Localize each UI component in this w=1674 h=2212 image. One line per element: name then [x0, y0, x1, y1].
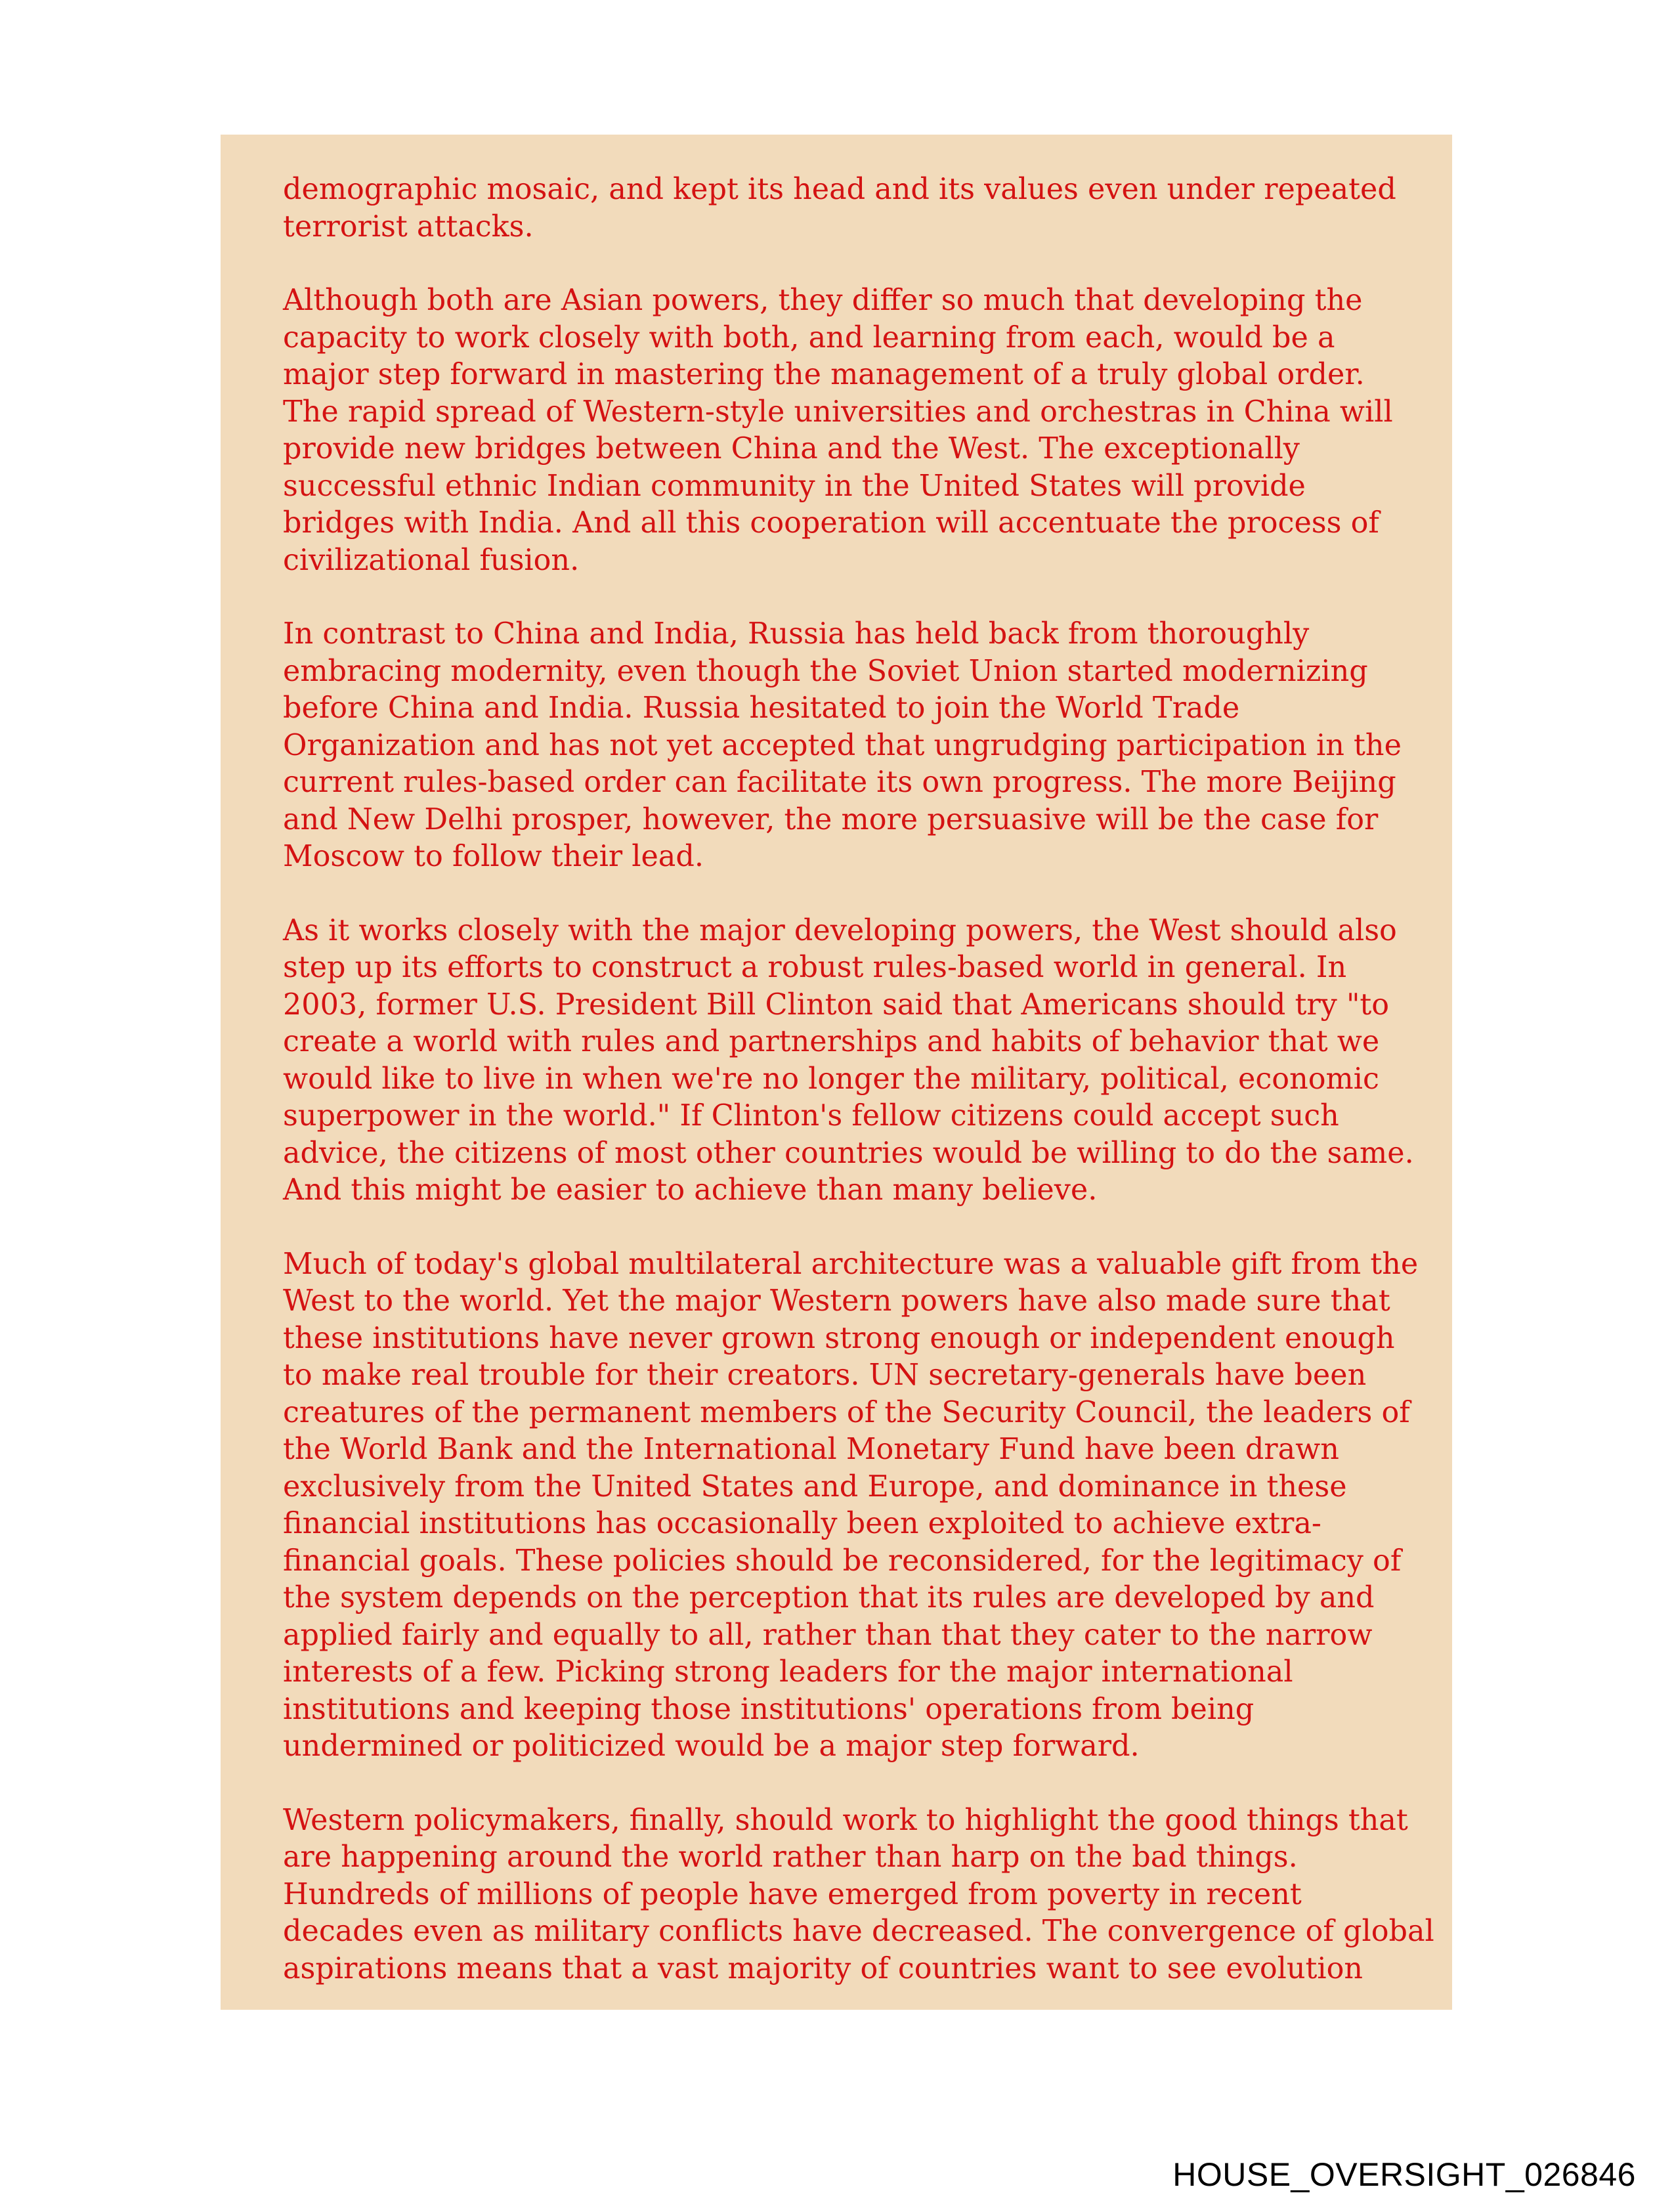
text-line: terrorist attacks. [283, 209, 534, 244]
text-line: create a world with rules and partnerships and habits of behavior that we [283, 1025, 1380, 1058]
text-line: financial institutions has occasionally been exploited to achieve extra- [283, 1507, 1321, 1540]
text-line: decades even as military conflicts have decreased. The convergence of global [283, 1915, 1434, 1948]
text-line: aspirations means that a vast majority of countries want to see evolution [283, 1951, 1363, 1985]
text-line: civilizational fusion. [283, 543, 580, 577]
text-line: advice, the citizens of most other countries would be willing to do the same. [283, 1136, 1414, 1170]
text-line: exclusively from the United States and Europe, and dominance in these [283, 1469, 1347, 1504]
text-line: 2003, former U.S. President Bill Clinton said that Americans should try "to [283, 987, 1390, 1022]
text-line: Moscow to follow their lead. [283, 840, 704, 873]
text-line: and New Delhi prosper, however, the more persuasive will be the case for [283, 802, 1379, 836]
text-line: financial goals. These policies should be reconsidered, for the legitimacy of [283, 1544, 1402, 1578]
paragraph-4 [283, 913, 1419, 1209]
paragraph-1 [283, 171, 1419, 246]
text-line: As it works closely with the major developing powers, the West should also [283, 913, 1397, 947]
text-line: the World Bank and the International Monetary Fund have been drawn [283, 1433, 1339, 1466]
paragraph-3 [283, 616, 1419, 876]
text-line: demographic mosaic, and kept its head and its values even under repeated [283, 173, 1396, 206]
text-line: Hundreds of millions of people have emerged from poverty in recent [283, 1877, 1302, 1911]
text-line: major step forward in mastering the management of a truly global order. [283, 358, 1365, 391]
text-line: superpower in the world." If Clinton's fellow citizens could accept such [283, 1099, 1339, 1133]
text-line: provide new bridges between China and the West. The exceptionally [283, 432, 1300, 466]
paragraph-6 [283, 1802, 1434, 1988]
text-line: current rules-based order can facilitate its own progress. The more Beijing [283, 766, 1396, 799]
text-line: Organization and has not yet accepted that ungrudging participation in the [283, 728, 1402, 762]
text-line: capacity to work closely with both, and learning from each, would be a [283, 320, 1335, 355]
text-line: bridges with India. And all this cooperation will accentuate the process of [283, 506, 1379, 540]
text-line: Although both are Asian powers, they differ so much that developing the [283, 284, 1363, 317]
text-line: before China and India. Russia hesitated to join the World Trade [283, 691, 1240, 725]
paragraph-5 [283, 1246, 1419, 1766]
text-line: embracing modernity, even though the Soviet Union started modernizing [283, 654, 1368, 688]
text-line: interests of a few. Picking strong leaders for the major international [283, 1655, 1293, 1689]
text-line: Much of today's global multilateral architecture was a valuable gift from the [283, 1247, 1419, 1281]
text-line: In contrast to China and India, Russia has held back from thoroughly [283, 617, 1310, 651]
paragraph-2 [283, 282, 1419, 579]
text-line: step up its efforts to construct a robust rules-based world in general. In [283, 951, 1347, 984]
text-line: these institutions have never grown strong enough or independent enough [283, 1321, 1395, 1355]
text-line: the system depends on the perception that its rules are developed by and [283, 1581, 1375, 1615]
text-line: institutions and keeping those institutions' operations from being [283, 1692, 1255, 1726]
text-line: West to the world. Yet the major Western powers have also made sure that [283, 1284, 1390, 1318]
text-line: successful ethnic Indian community in the United States will provide [283, 469, 1306, 503]
text-line: The rapid spread of Western-style universities and orchestras in China will [283, 395, 1393, 429]
text-line: would like to live in when we're no longer the military, political, economic [283, 1062, 1379, 1096]
text-line: applied fairly and equally to all, rather than that they cater to the narrow [283, 1618, 1373, 1652]
text-line: undermined or politicized would be a major step forward. [283, 1729, 1140, 1763]
text-line: creatures of the permanent members of the Security Council, the leaders of [283, 1395, 1410, 1429]
highlighted-text-block [221, 135, 1452, 2010]
document-id-label: HOUSE_OVERSIGHT_026846 [1172, 2156, 1636, 2193]
text-line: to make real trouble for their creators. UN secretary-generals have been [283, 1358, 1367, 1392]
text-line: Western policymakers, finally, should work to highlight the good things that [283, 1803, 1408, 1837]
text-line: are happening around the world rather than harp on the bad things. [283, 1840, 1298, 1874]
text-line: And this might be easier to achieve than many believe. [283, 1173, 1098, 1207]
